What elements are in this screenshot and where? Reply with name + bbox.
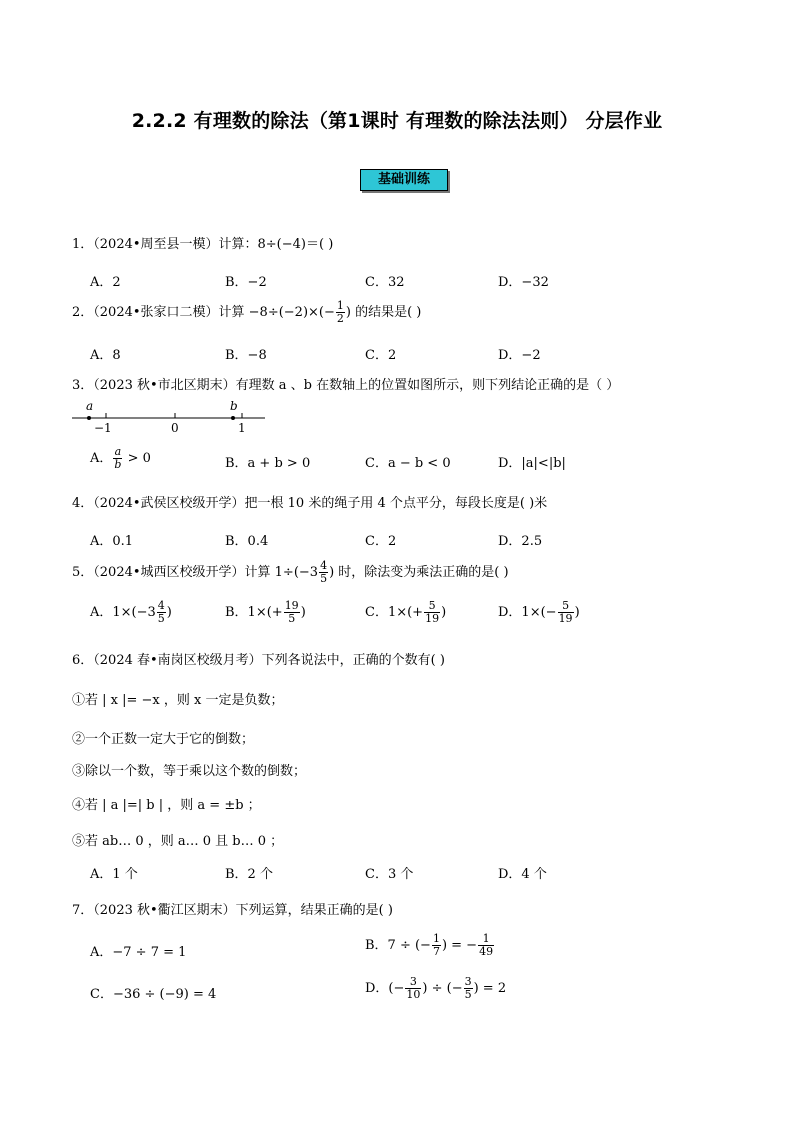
q5-opt-a-post: ) xyxy=(166,605,172,620)
q3-option-a-fraction xyxy=(113,446,122,471)
q5-opt-b-fraction xyxy=(284,600,300,625)
q6-option-b: B．2 个 xyxy=(225,867,273,882)
page-title: 2.2.2 有理数的除法（第1课时 有理数的除法法则） 分层作业 xyxy=(131,110,663,132)
label-a: a xyxy=(86,399,94,413)
q5-opt-d-num: 5 xyxy=(558,600,574,613)
q5-opt-a-den: 5 xyxy=(157,612,165,625)
q7-opt-b-num1: 1 xyxy=(432,932,440,945)
q3-option-c: C．a − b < 0 xyxy=(365,456,451,471)
q6-statement-1: ①若 | x |= −x ，则 x 一定是负数； xyxy=(72,693,284,708)
q2-option-d: D．−2 xyxy=(498,348,541,363)
q5-option-b xyxy=(225,600,306,625)
q6-statement-4: ④若 | a |=| b | ，则 a = ±b ； xyxy=(72,798,261,813)
q7-option-a: A．−7 ÷ 7 = 1 xyxy=(90,945,187,960)
q7-opt-d-post: ) = 2 xyxy=(473,981,507,996)
q5-option-c xyxy=(365,600,446,625)
q3-frac-den: b xyxy=(114,458,122,471)
q4-option-a: A．0.1 xyxy=(90,534,134,549)
q2-option-c: C．2 xyxy=(365,348,397,363)
q5-stem-pre: 5．（2024•城西区校级开学）计算 1÷(−3 xyxy=(72,565,319,580)
tick-label-one: 1 xyxy=(238,421,246,435)
q5-frac-den: 5 xyxy=(320,572,328,585)
q7-opt-d-den2: 5 xyxy=(464,988,472,1001)
question-3-stem: 3．（2023 秋•市北区期末）有理数 a 、b 在数轴上的位置如图所示，则下列结论正确的是（ ） xyxy=(72,378,620,393)
q4-option-d: D．2.5 xyxy=(498,534,543,549)
q5-opt-d-post: ) xyxy=(574,605,580,620)
q3-option-a xyxy=(90,446,151,471)
q2-frac-num: 1 xyxy=(336,299,344,312)
q7-opt-b-mid: ) = − xyxy=(441,938,478,953)
q3-option-b: B．a + b > 0 xyxy=(225,456,311,471)
q4-option-c: C．2 xyxy=(365,534,397,549)
q6-statement-5: ⑤若 ab… 0 ，则 a… 0 且 b… 0 ； xyxy=(72,834,284,849)
q5-opt-c-den: 19 xyxy=(425,612,440,625)
label-b: b xyxy=(230,399,238,413)
q6-statement-3: ③除以一个数，等于乘以这个数的倒数； xyxy=(72,764,307,779)
q3-option-a-prefix: A． xyxy=(90,451,113,466)
q2-stem-post: ) 的结果是( ) xyxy=(345,305,422,320)
q6-statement-2: ②一个正数一定大于它的倒数； xyxy=(72,732,255,747)
q1-option-c: C．32 xyxy=(365,275,405,290)
q5-option-a xyxy=(90,600,172,625)
q5-opt-a-fraction xyxy=(157,600,166,625)
question-6-stem: 6．（2024 春•南岗区校级月考）下列各说法中，正确的个数有( ) xyxy=(72,653,445,668)
q7-opt-d-mid: ) ÷ (− xyxy=(422,981,463,996)
q5-opt-c-post: ) xyxy=(441,605,447,620)
tick-label-zero: 0 xyxy=(171,421,179,435)
q3-option-a-suffix: > 0 xyxy=(123,451,151,466)
q5-opt-d-fraction xyxy=(558,600,574,625)
q5-opt-a-pre: A．1×(−3 xyxy=(90,605,156,620)
q5-fraction xyxy=(319,560,328,585)
q2-option-b: B．−8 xyxy=(225,348,267,363)
q5-opt-c-fraction xyxy=(424,600,440,625)
question-7-stem: 7．（2023 秋•衢江区期末）下列运算，结果正确的是( ) xyxy=(72,903,393,918)
question-4-stem: 4．（2024•武侯区校级开学）把一根 10 米的绳子用 4 个点平分，每段长度是( )米 xyxy=(72,496,548,511)
q6-option-a: A．1 个 xyxy=(90,867,138,882)
q6-option-c: C．3 个 xyxy=(365,867,414,882)
q7-opt-b-pre: B．7 ÷ (− xyxy=(365,938,431,953)
tick-label-minus-1: −1 xyxy=(94,421,112,435)
q5-opt-c-pre: C．1×(+ xyxy=(365,605,424,620)
question-2-stem xyxy=(72,300,421,325)
q5-opt-b-num: 19 xyxy=(284,599,299,612)
q3-frac-num: a xyxy=(114,445,122,458)
question-1-stem: 1．（2024•周至县一模）计算：8÷(−4)＝( ) xyxy=(72,237,334,252)
q2-stem-pre: 2．（2024•张家口二模）计算 −8÷(−2)×(− xyxy=(72,305,335,320)
q5-opt-b-post: ) xyxy=(300,605,306,620)
q5-opt-b-pre: B．1×(+ xyxy=(225,605,283,620)
question-5-stem xyxy=(72,560,509,585)
q7-option-d xyxy=(365,976,506,1001)
q7-opt-b-frac-1 xyxy=(432,933,441,958)
q1-option-d: D．−32 xyxy=(498,275,549,290)
q7-opt-b-den1: 7 xyxy=(432,945,440,958)
q1-option-b: B．−2 xyxy=(225,275,267,290)
section-badge: 基础训练 xyxy=(360,169,448,191)
q7-opt-b-den2: 49 xyxy=(479,945,494,958)
q7-opt-d-pre: D．(− xyxy=(365,981,405,996)
q5-stem-post: ) 时，除法变为乘法正确的是( ) xyxy=(329,565,509,580)
q5-opt-d-den: 19 xyxy=(558,612,573,625)
q7-opt-b-num2: 1 xyxy=(478,933,494,946)
q7-opt-d-frac-2 xyxy=(464,976,473,1001)
q5-opt-d-pre: D．1×(− xyxy=(498,605,557,620)
q7-opt-d-num1: 3 xyxy=(405,976,421,989)
q7-opt-d-frac-1 xyxy=(405,976,421,1001)
q4-option-b: B．0.4 xyxy=(225,534,269,549)
q5-opt-c-num: 5 xyxy=(424,600,440,613)
q7-opt-b-frac-2 xyxy=(478,933,494,958)
q2-fraction xyxy=(336,300,345,325)
q5-opt-a-num: 4 xyxy=(157,599,165,612)
q7-opt-d-den1: 10 xyxy=(406,988,421,1001)
point-a xyxy=(87,416,91,420)
q7-opt-d-num2: 3 xyxy=(464,975,472,988)
q5-option-d xyxy=(498,600,580,625)
q1-option-a: A．2 xyxy=(90,275,121,290)
q2-option-a: A．8 xyxy=(90,348,121,363)
q6-option-d: D．4 个 xyxy=(498,867,547,882)
point-b xyxy=(231,416,235,420)
q2-frac-den: 2 xyxy=(336,312,344,325)
q7-option-b xyxy=(365,933,495,958)
q5-frac-num: 4 xyxy=(320,559,328,572)
number-line-diagram xyxy=(70,396,270,436)
q5-opt-b-den: 5 xyxy=(288,612,296,625)
q3-option-d: D．|a|<|b| xyxy=(498,456,566,471)
q7-option-c: C．−36 ÷ (−9) = 4 xyxy=(90,987,217,1002)
